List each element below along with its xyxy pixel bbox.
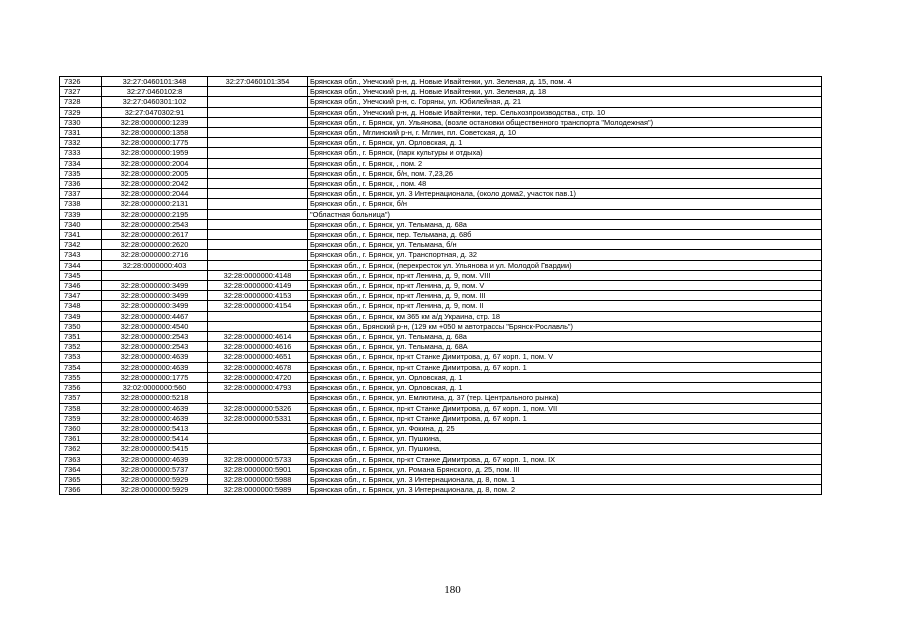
- address-cell: Брянская обл., г. Брянск, пр-кт Ленина, д. 9, пом. V: [308, 281, 822, 291]
- table-row: [60, 260, 822, 270]
- linked-cadastral-number-cell: [208, 209, 308, 219]
- table-row: [60, 403, 822, 413]
- address-cell: Брянская обл., г. Брянск, ул. Романа Брянского, д. 25, пом. III: [308, 464, 822, 474]
- linked-cadastral-number-cell: [208, 311, 308, 321]
- cadastral-number-cell: 32:28:0000000:403: [102, 260, 208, 270]
- cadastral-number-cell: 32:02:0000000:560: [102, 383, 208, 393]
- address-cell: Брянская обл., г. Брянск, км 365 км а/д Украина, стр. 18: [308, 311, 822, 321]
- linked-cadastral-number-cell: 32:28:0000000:5733: [208, 454, 308, 464]
- address-cell: Брянская обл., г. Брянск, б/н, пом. 7,23,26: [308, 168, 822, 178]
- address-cell: Брянская обл., г. Брянск, ул. Орловская, д. 1: [308, 372, 822, 382]
- table-row: [60, 148, 822, 158]
- address-cell: Брянская обл., г. Брянск, пр-кт Станке Димитрова, д. 67 корп. 1, пом. V: [308, 352, 822, 362]
- cadastral-number-cell: 32:28:0000000:5413: [102, 423, 208, 433]
- linked-cadastral-number-cell: [208, 168, 308, 178]
- linked-cadastral-number-cell: [208, 97, 308, 107]
- linked-cadastral-number-cell: 32:28:0000000:4149: [208, 281, 308, 291]
- address-cell: Брянская обл., г. Брянск, ул. 3 Интернационала, (около дома2, участок пав.1): [308, 189, 822, 199]
- linked-cadastral-number-cell: [208, 444, 308, 454]
- cadastral-number-cell: 32:27:0460102:8: [102, 87, 208, 97]
- row-number-cell: 7351: [60, 332, 102, 342]
- table-row: [60, 291, 822, 301]
- row-number-cell: 7358: [60, 403, 102, 413]
- table-row: [60, 474, 822, 484]
- cadastral-number-cell: 32:28:0000000:2620: [102, 240, 208, 250]
- row-number-cell: 7331: [60, 128, 102, 138]
- cadastral-number-cell: 32:28:0000000:3499: [102, 281, 208, 291]
- linked-cadastral-number-cell: 32:28:0000000:5326: [208, 403, 308, 413]
- cadastral-number-cell: 32:28:0000000:2543: [102, 342, 208, 352]
- row-number-cell: 7328: [60, 97, 102, 107]
- linked-cadastral-number-cell: 32:28:0000000:5331: [208, 413, 308, 423]
- row-number-cell: 7360: [60, 423, 102, 433]
- address-cell: Брянская обл., г. Брянск, , пом. 48: [308, 179, 822, 189]
- address-cell: Брянская обл., г. Брянск, пр-кт Ленина, д. 9, пом. III: [308, 291, 822, 301]
- address-cell: Брянская обл., Унечский р-н, д. Новые Ивайтенки, тер. Сельхозпроизводства., стр. 10: [308, 107, 822, 117]
- linked-cadastral-number-cell: 32:28:0000000:4614: [208, 332, 308, 342]
- cadastral-number-cell: 32:27:0460101:348: [102, 77, 208, 87]
- cadastral-number-cell: 32:28:0000000:4467: [102, 311, 208, 321]
- table-row: [60, 179, 822, 189]
- table-row: [60, 199, 822, 209]
- address-cell: Брянская обл., г. Брянск, (перекресток ул. Ульянова и ул. Молодой Гвардии): [308, 260, 822, 270]
- row-number-cell: 7359: [60, 413, 102, 423]
- row-number-cell: 7362: [60, 444, 102, 454]
- row-number-cell: 7346: [60, 281, 102, 291]
- linked-cadastral-number-cell: [208, 179, 308, 189]
- cadastral-number-cell: 32:28:0000000:3499: [102, 291, 208, 301]
- linked-cadastral-number-cell: 32:28:0000000:4720: [208, 372, 308, 382]
- row-number-cell: 7349: [60, 311, 102, 321]
- row-number-cell: 7355: [60, 372, 102, 382]
- linked-cadastral-number-cell: [208, 230, 308, 240]
- row-number-cell: 7326: [60, 77, 102, 87]
- cadastral-number-cell: 32:28:0000000:1775: [102, 372, 208, 382]
- row-number-cell: 7330: [60, 117, 102, 127]
- table-row: [60, 362, 822, 372]
- linked-cadastral-number-cell: [208, 87, 308, 97]
- linked-cadastral-number-cell: [208, 199, 308, 209]
- cadastral-number-cell: 32:28:0000000:2131: [102, 199, 208, 209]
- linked-cadastral-number-cell: 32:28:0000000:5901: [208, 464, 308, 474]
- row-number-cell: 7352: [60, 342, 102, 352]
- address-cell: Брянская обл., Брянский р-н, (129 км +050 м автотрассы "Брянск-Рославль"): [308, 321, 822, 331]
- row-number-cell: 7329: [60, 107, 102, 117]
- address-cell: Брянская обл., Мглинский р-н, г. Мглин, пл. Советская, д. 10: [308, 128, 822, 138]
- table-row: [60, 321, 822, 331]
- cadastral-number-cell: 32:28:0000000:5929: [102, 485, 208, 495]
- cadastral-number-cell: 32:28:0000000:5929: [102, 474, 208, 484]
- address-cell: Брянская обл., Унечский р-н, д. Новые Ивайтенки, ул. Зеленая, д. 15, пом. 4: [308, 77, 822, 87]
- cadastral-number-cell: 32:28:0000000:1775: [102, 138, 208, 148]
- row-number-cell: 7365: [60, 474, 102, 484]
- linked-cadastral-number-cell: 32:27:0460101:354: [208, 77, 308, 87]
- table-row: [60, 464, 822, 474]
- table-row: [60, 250, 822, 260]
- address-cell: Брянская обл., г. Брянск, ул. Пушкина,: [308, 434, 822, 444]
- cadastral-number-cell: 32:28:0000000:1358: [102, 128, 208, 138]
- row-number-cell: 7341: [60, 230, 102, 240]
- address-cell: Брянская обл., Унечский р-н, с. Горяны, ул. Юбилейная, д. 21: [308, 97, 822, 107]
- table-row: [60, 393, 822, 403]
- table-row: [60, 342, 822, 352]
- table-row: [60, 454, 822, 464]
- linked-cadastral-number-cell: [208, 219, 308, 229]
- table-row: [60, 158, 822, 168]
- linked-cadastral-number-cell: [208, 148, 308, 158]
- cadastral-number-cell: 32:28:0000000:5414: [102, 434, 208, 444]
- address-cell: Брянская обл., г. Брянск, ул. 3 Интернационала, д. 8, пом. 1: [308, 474, 822, 484]
- table-row: [60, 189, 822, 199]
- table-row: [60, 434, 822, 444]
- row-number-cell: 7338: [60, 199, 102, 209]
- row-number-cell: 7334: [60, 158, 102, 168]
- table-row: [60, 372, 822, 382]
- cadastral-number-cell: 32:28:0000000:2042: [102, 179, 208, 189]
- table-row: [60, 240, 822, 250]
- register-table: [59, 76, 822, 495]
- cadastral-number-cell: 32:28:0000000:3499: [102, 301, 208, 311]
- row-number-cell: 7333: [60, 148, 102, 158]
- row-number-cell: 7332: [60, 138, 102, 148]
- table-row: [60, 230, 822, 240]
- address-cell: Брянская обл., г. Брянск, ул. Транспортная, д. 32: [308, 250, 822, 260]
- table-row: [60, 128, 822, 138]
- linked-cadastral-number-cell: 32:28:0000000:4153: [208, 291, 308, 301]
- linked-cadastral-number-cell: [208, 240, 308, 250]
- address-cell: Брянская обл., г. Брянск, ул. Орловская, д. 1: [308, 138, 822, 148]
- cadastral-number-cell: 32:28:0000000:2044: [102, 189, 208, 199]
- linked-cadastral-number-cell: 32:28:0000000:4793: [208, 383, 308, 393]
- table-row: [60, 117, 822, 127]
- row-number-cell: 7336: [60, 179, 102, 189]
- address-cell: Брянская обл., г. Брянск, ул. Тельмана, д. 68А: [308, 342, 822, 352]
- table-row: [60, 352, 822, 362]
- table-row: [60, 485, 822, 495]
- table-row: [60, 168, 822, 178]
- address-cell: Брянская обл., г. Брянск, пр-кт Станке Димитрова, д. 67 корп. 1, пом. IX: [308, 454, 822, 464]
- table-row: [60, 270, 822, 280]
- table-row: [60, 423, 822, 433]
- address-cell: Брянская обл., г. Брянск, ул. Емлютина, д. 37 (тер. Центрального рынка): [308, 393, 822, 403]
- linked-cadastral-number-cell: [208, 117, 308, 127]
- table-row: [60, 444, 822, 454]
- row-number-cell: 7339: [60, 209, 102, 219]
- cadastral-number-cell: 32:28:0000000:2004: [102, 158, 208, 168]
- row-number-cell: 7342: [60, 240, 102, 250]
- linked-cadastral-number-cell: [208, 321, 308, 331]
- register-table-body: [60, 77, 822, 495]
- address-cell: Брянская обл., г. Брянск, пр-кт Станке Димитрова, д. 67 корп. 1: [308, 362, 822, 372]
- linked-cadastral-number-cell: [208, 107, 308, 117]
- address-cell: Брянская обл., г. Брянск, пр-кт Станке Димитрова, д. 67 корп. 1, пом. VII: [308, 403, 822, 413]
- row-number-cell: 7356: [60, 383, 102, 393]
- linked-cadastral-number-cell: [208, 423, 308, 433]
- linked-cadastral-number-cell: 32:28:0000000:4154: [208, 301, 308, 311]
- row-number-cell: 7364: [60, 464, 102, 474]
- table-row: [60, 332, 822, 342]
- cadastral-number-cell: 32:28:0000000:2617: [102, 230, 208, 240]
- address-cell: Брянская обл., г. Брянск, ул. Тельмана, д. 68а: [308, 219, 822, 229]
- row-number-cell: 7361: [60, 434, 102, 444]
- linked-cadastral-number-cell: [208, 189, 308, 199]
- table-row: [60, 301, 822, 311]
- row-number-cell: 7348: [60, 301, 102, 311]
- address-cell: Брянская обл., г. Брянск, ул. 3 Интернационала, д. 8, пом. 2: [308, 485, 822, 495]
- address-cell: Брянская обл., г. Брянск, ул. Ульянова, (возле остановки общественного транспорта "Молодежная"): [308, 117, 822, 127]
- linked-cadastral-number-cell: 32:28:0000000:5989: [208, 485, 308, 495]
- row-number-cell: 7340: [60, 219, 102, 229]
- address-cell: Брянская обл., Унечский р-н, д. Новые Ивайтенки, ул. Зеленая, д. 18: [308, 87, 822, 97]
- cadastral-number-cell: 32:28:0000000:4639: [102, 413, 208, 423]
- cadastral-number-cell: 32:28:0000000:4639: [102, 454, 208, 464]
- cadastral-number-cell: 32:27:0470302:91: [102, 107, 208, 117]
- table-row: [60, 311, 822, 321]
- row-number-cell: 7357: [60, 393, 102, 403]
- cadastral-number-cell: [102, 270, 208, 280]
- row-number-cell: 7363: [60, 454, 102, 464]
- row-number-cell: 7366: [60, 485, 102, 495]
- linked-cadastral-number-cell: [208, 260, 308, 270]
- linked-cadastral-number-cell: 32:28:0000000:4678: [208, 362, 308, 372]
- row-number-cell: 7347: [60, 291, 102, 301]
- cadastral-number-cell: 32:28:0000000:2543: [102, 332, 208, 342]
- address-cell: Брянская обл., г. Брянск, пер. Тельмана, д. 68б: [308, 230, 822, 240]
- table-row: [60, 77, 822, 87]
- row-number-cell: 7350: [60, 321, 102, 331]
- address-cell: Брянская обл., г. Брянск, пр-кт Ленина, д. 9, пом. VIII: [308, 270, 822, 280]
- cadastral-number-cell: 32:28:0000000:4639: [102, 403, 208, 413]
- linked-cadastral-number-cell: [208, 250, 308, 260]
- address-cell: Брянская обл., г. Брянск, пр-кт Ленина, д. 9, пом. II: [308, 301, 822, 311]
- cadastral-number-cell: 32:28:0000000:5737: [102, 464, 208, 474]
- cadastral-number-cell: 32:27:0460301:102: [102, 97, 208, 107]
- row-number-cell: 7327: [60, 87, 102, 97]
- table-row: [60, 413, 822, 423]
- cadastral-number-cell: 32:28:0000000:2005: [102, 168, 208, 178]
- cadastral-number-cell: 32:28:0000000:1959: [102, 148, 208, 158]
- address-cell: Брянская обл., г. Брянск, ул. Тельмана, б/н: [308, 240, 822, 250]
- cadastral-number-cell: 32:28:0000000:1239: [102, 117, 208, 127]
- row-number-cell: 7345: [60, 270, 102, 280]
- row-number-cell: 7353: [60, 352, 102, 362]
- linked-cadastral-number-cell: 32:28:0000000:5988: [208, 474, 308, 484]
- linked-cadastral-number-cell: [208, 393, 308, 403]
- row-number-cell: 7344: [60, 260, 102, 270]
- table-row: [60, 138, 822, 148]
- row-number-cell: 7335: [60, 168, 102, 178]
- address-cell: Брянская обл., г. Брянск, ул. Пушкина,: [308, 444, 822, 454]
- linked-cadastral-number-cell: 32:28:0000000:4651: [208, 352, 308, 362]
- cadastral-number-cell: 32:28:0000000:4639: [102, 362, 208, 372]
- cadastral-number-cell: 32:28:0000000:2543: [102, 219, 208, 229]
- address-cell: Брянская обл., г. Брянск, , пом. 2: [308, 158, 822, 168]
- table-row: [60, 219, 822, 229]
- address-cell: Брянская обл., г. Брянск, (парк культуры и отдыха): [308, 148, 822, 158]
- address-cell: Брянская обл., г. Брянск, ул. Тельмана, д. 68а: [308, 332, 822, 342]
- linked-cadastral-number-cell: [208, 138, 308, 148]
- cadastral-number-cell: 32:28:0000000:4540: [102, 321, 208, 331]
- linked-cadastral-number-cell: [208, 128, 308, 138]
- address-cell: "Областная больница"): [308, 209, 822, 219]
- address-cell: Брянская обл., г. Брянск, ул. Орловская, д. 1: [308, 383, 822, 393]
- linked-cadastral-number-cell: 32:28:0000000:4616: [208, 342, 308, 352]
- address-cell: Брянская обл., г. Брянск, б/н: [308, 199, 822, 209]
- table-row: [60, 97, 822, 107]
- linked-cadastral-number-cell: 32:28:0000000:4148: [208, 270, 308, 280]
- cadastral-number-cell: 32:28:0000000:5218: [102, 393, 208, 403]
- cadastral-number-cell: 32:28:0000000:5415: [102, 444, 208, 454]
- cadastral-number-cell: 32:28:0000000:2716: [102, 250, 208, 260]
- table-row: [60, 107, 822, 117]
- table-row: [60, 281, 822, 291]
- row-number-cell: 7343: [60, 250, 102, 260]
- page-number: 180: [444, 584, 461, 596]
- address-cell: Брянская обл., г. Брянск, пр-кт Станке Димитрова, д. 67 корп. 1: [308, 413, 822, 423]
- cadastral-number-cell: 32:28:0000000:2195: [102, 209, 208, 219]
- address-cell: Брянская обл., г. Брянск, ул. Фокина, д. 25: [308, 423, 822, 433]
- linked-cadastral-number-cell: [208, 158, 308, 168]
- cadastral-number-cell: 32:28:0000000:4639: [102, 352, 208, 362]
- linked-cadastral-number-cell: [208, 434, 308, 444]
- row-number-cell: 7354: [60, 362, 102, 372]
- table-row: [60, 209, 822, 219]
- row-number-cell: 7337: [60, 189, 102, 199]
- table-row: [60, 383, 822, 393]
- table-row: [60, 87, 822, 97]
